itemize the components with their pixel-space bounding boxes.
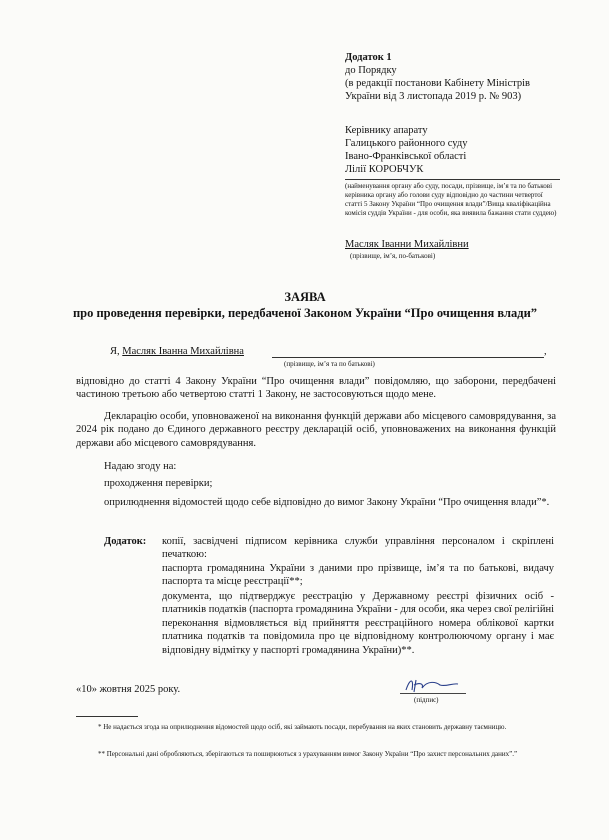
signature-caption: (підпис): [414, 696, 439, 704]
annex-line3: України від 3 листопада 2019 р. № 903): [345, 91, 522, 102]
addressee-line2: Галицького районного суду: [345, 138, 468, 149]
consent-intro: Надаю згоду на:: [104, 461, 177, 472]
annex-block: [345, 51, 595, 103]
signature-line: [400, 693, 466, 694]
applicant-name: Масляк Іванни Михайлівни: [345, 239, 469, 250]
annex-line1: до Порядку: [345, 65, 397, 76]
statement-date: «10» жовтня 2025 року.: [76, 684, 181, 695]
declarant-suffix: ,: [544, 346, 547, 357]
addressee-line4: Лілії КОРОБЧУК: [345, 164, 424, 175]
consent-item-publish: оприлюднення відомостей щодо себе відповідно до вимог Закону України “Про очищення влади”*.: [104, 497, 550, 508]
statement-title: ЗАЯВА: [284, 290, 326, 304]
applicant-caption: (прізвище, ім’я, по-батькові): [350, 252, 436, 260]
annex-title: Додаток 1: [345, 52, 392, 63]
footnote-divider: [76, 716, 138, 717]
addressee-line1: Керівнику апарату: [345, 125, 428, 136]
declarant-name: Масляк Іванна Михайлівна: [122, 346, 244, 357]
declarant-prefix: Я,: [110, 346, 120, 357]
attachment-item-passport: паспорта громадянина України з даними про прізвище, ім’я та по батькові, видачу паспорта та місце реєстрації**;: [162, 563, 554, 588]
paragraph-ban: відповідно до статті 4 Закону України “Про очищення влади” повідомляю, що заборони, передбачені частиною третьою або четвертою статті 1 Закону, не застосовуються щодо мене.: [76, 376, 556, 401]
addressee-underline: [345, 179, 560, 180]
statement-subtitle: про проведення перевірки, передбаченої Законом України “Про очищення влади”: [72, 306, 538, 320]
attachment-item-tax: документа, що підтверджує реєстрацію у Державному реєстрі фізичних осіб - платників податків (паспорта громадянина України - для особи, яка через свої релігійні переконання відмовляється від прийняття реєстраційного номера облікової картки платника податків та повідомила про це відповідному контролюючому органу і має відповідну відмітку у паспорті громадянина України)**.: [162, 591, 554, 656]
footnote-2: ** Персональні дані обробляються, зберігаються та поширюються з урахуванням вимог Закону України “Про захист персональних даних”.”: [98, 750, 518, 758]
annex-line2: (в редакції постанови Кабінету Міністрів: [345, 78, 530, 89]
declarant-underline: [272, 357, 544, 358]
addressee-block: [345, 124, 595, 176]
attachment-intro: копії, засвідчені підписом керівника служби управління персоналом і скріплені печаткою:: [162, 536, 554, 561]
declarant-caption: (прізвище, ім’я та по батькові): [284, 360, 375, 368]
footnote-1: * Не надається згода на оприлюднення відомостей щодо осіб, які займають посади, перебування на яких становить державну таємницю.: [98, 723, 507, 731]
consent-item-check: проходження перевірки;: [104, 478, 213, 489]
paragraph-declaration: Декларацію особи, уповноваженої на виконання функцій держави або місцевого самоврядування, за 2024 рік подано до Єдиного державного реєстру декларацій осіб, уповноважених на виконання функцій держави або місцевого самоврядування.: [76, 411, 556, 449]
addressee-line3: Івано-Франківської області: [345, 151, 467, 162]
attachment-label: Додаток:: [104, 536, 147, 547]
addressee-note: (найменування органу або суду, посади, прізвище, ім’я та по батькові керівника органу або голови суду відповідно до частини четвертої статті 5 Закону України “Про очищення влади”/Вища кваліфікаційна комісія суддів України - для особи, яка виявила бажання стати суддею): [345, 182, 557, 217]
